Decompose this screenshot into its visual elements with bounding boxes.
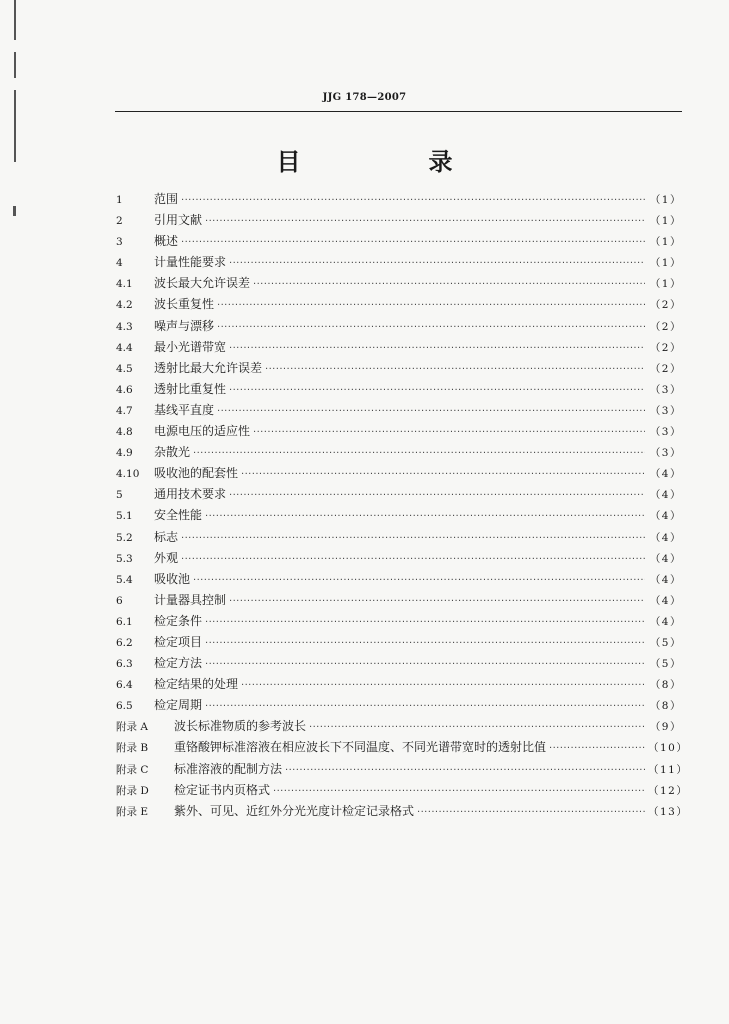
toc-page-number: （8） — [649, 679, 682, 692]
toc-section-number: 附录 E — [116, 805, 149, 818]
toc-page-number: （2） — [649, 362, 682, 375]
toc-section-number: 4.8 — [116, 426, 133, 439]
toc-page-number: （8） — [649, 700, 682, 713]
toc-section-number: 5.2 — [116, 531, 133, 544]
toc-section-number: 5 — [116, 489, 123, 502]
toc-page-number: （10） — [648, 742, 689, 755]
toc-page-number: （2） — [649, 341, 682, 354]
dot-leader — [217, 401, 645, 422]
toc-page-number: （3） — [649, 447, 682, 460]
toc-entry[interactable] — [116, 294, 682, 315]
toc-section-title: 紫外、可见、近红外分光光度计检定记录格式 — [174, 803, 415, 818]
toc-section-title: 通用技术要求 — [154, 487, 227, 502]
toc-entry[interactable] — [116, 505, 682, 526]
toc-section-title: 吸收池的配套性 — [154, 466, 239, 481]
toc-entry[interactable] — [116, 737, 689, 758]
scan-edge-mark — [13, 206, 16, 216]
toc-section-title: 安全性能 — [154, 508, 203, 523]
toc-page-number: （2） — [649, 299, 682, 312]
toc-section-title: 引用文献 — [154, 213, 203, 228]
toc-entry[interactable] — [116, 653, 682, 674]
toc-entry[interactable] — [116, 611, 682, 632]
toc-entry[interactable] — [116, 252, 682, 273]
toc-section-number: 4.2 — [116, 299, 133, 312]
toc-entry[interactable] — [116, 548, 682, 569]
toc-section-title: 概述 — [154, 234, 179, 249]
toc-section-title: 检定结果的处理 — [154, 677, 239, 692]
toc-section-number: 4 — [116, 257, 123, 270]
toc-page-number: （9） — [649, 721, 682, 734]
toc-page-number: （3） — [649, 404, 682, 417]
toc-section-number: 附录 B — [116, 742, 149, 755]
toc-section-title: 检定证书内页格式 — [174, 782, 271, 797]
toc-entry[interactable] — [116, 442, 682, 463]
toc-section-title: 检定周期 — [154, 698, 203, 713]
toc-entry[interactable] — [116, 759, 689, 780]
toc-section-title: 基线平直度 — [154, 402, 215, 417]
header-rule — [115, 111, 682, 112]
toc-section-number: 6.5 — [116, 700, 133, 713]
dot-leader — [309, 717, 645, 738]
toc-page-number: （4） — [649, 594, 682, 607]
toc-section-number: 附录 C — [116, 763, 149, 776]
toc-entry[interactable] — [116, 189, 682, 210]
toc-section-title: 检定方法 — [154, 656, 203, 671]
dot-leader — [217, 317, 645, 338]
toc-entry[interactable] — [116, 695, 682, 716]
toc-entry[interactable] — [116, 273, 682, 294]
toc-entry[interactable] — [116, 358, 682, 379]
toc-section-number: 4.5 — [116, 362, 133, 375]
toc-page-number: （5） — [649, 636, 682, 649]
toc-page-number: （1） — [649, 278, 682, 291]
toc-section-title: 检定条件 — [154, 613, 203, 628]
toc-page-number: （5） — [649, 658, 682, 671]
toc-page-number: （1） — [649, 236, 682, 249]
toc-section-number: 4.1 — [116, 278, 133, 291]
dot-leader — [181, 232, 645, 253]
dot-leader — [193, 570, 645, 591]
toc-section-title: 外观 — [154, 550, 179, 565]
toc-page-number: （4） — [649, 573, 682, 586]
toc-section-number: 附录 D — [116, 784, 149, 797]
toc-section-title: 吸收池 — [154, 571, 191, 586]
toc-section-number: 4.4 — [116, 341, 133, 354]
dot-leader — [205, 612, 645, 633]
toc-page-number: （4） — [649, 615, 682, 628]
toc-section-number: 5.1 — [116, 510, 133, 523]
toc-page-number: （1） — [649, 194, 682, 206]
toc-entry[interactable] — [116, 316, 682, 337]
toc-section-number: 4.7 — [116, 404, 133, 417]
toc-section-number: 2 — [116, 215, 123, 228]
toc-section-number: 6.4 — [116, 679, 133, 692]
toc-page-number: （4） — [649, 531, 682, 544]
dot-leader — [205, 211, 645, 232]
toc-section-title: 检定项目 — [154, 634, 203, 649]
toc-section-title: 透射比重复性 — [154, 381, 227, 396]
toc-section-title: 计量性能要求 — [154, 255, 227, 270]
toc-section-number: 4.6 — [116, 383, 133, 396]
toc-entry[interactable] — [116, 337, 682, 358]
toc-page-number: （4） — [649, 552, 682, 565]
dot-leader — [205, 654, 645, 675]
toc-page-number: （2） — [649, 320, 682, 333]
table-of-contents — [116, 189, 689, 822]
toc-entry[interactable] — [116, 590, 682, 611]
toc-entry[interactable] — [116, 632, 682, 653]
toc-entry[interactable] — [116, 400, 682, 421]
toc-entry[interactable] — [116, 379, 682, 400]
dot-leader — [417, 802, 645, 823]
dot-leader — [285, 760, 645, 781]
toc-entry[interactable] — [116, 231, 682, 252]
toc-section-number: 5.4 — [116, 573, 133, 586]
toc-section-title: 电源电压的适应性 — [154, 424, 251, 439]
dot-leader — [181, 528, 645, 549]
toc-section-number: 6.3 — [116, 658, 133, 671]
toc-section-number: 6.1 — [116, 615, 133, 628]
toc-section-title: 透射比最大允许误差 — [154, 360, 263, 375]
toc-section-title: 重铬酸钾标准溶液在相应波长下不同温度、不同光谱带宽时的透射比值 — [174, 740, 547, 755]
running-header: JJG 178—2007 — [322, 92, 407, 103]
dot-leader — [241, 464, 645, 485]
toc-entry[interactable] — [116, 780, 689, 801]
toc-page-number: （1） — [649, 257, 682, 270]
scan-edge-mark — [14, 52, 16, 78]
toc-section-number: 5.3 — [116, 552, 133, 565]
dot-leader — [181, 549, 645, 570]
dot-leader — [549, 738, 645, 759]
toc-entry[interactable] — [116, 463, 682, 484]
dot-leader — [181, 190, 645, 211]
toc-section-title: 标志 — [154, 529, 179, 544]
toc-page-number: （1） — [649, 215, 682, 228]
dot-leader — [273, 781, 645, 802]
toc-section-title: 波长最大允许误差 — [154, 276, 251, 291]
dot-leader — [205, 633, 645, 654]
dot-leader — [205, 506, 645, 527]
toc-section-title: 计量器具控制 — [154, 592, 227, 607]
toc-entry[interactable] — [116, 210, 682, 231]
toc-section-number: 1 — [116, 194, 123, 206]
dot-leader — [253, 274, 645, 295]
dot-leader — [229, 380, 645, 401]
toc-page-number: （12） — [648, 784, 689, 797]
toc-section-title: 标准溶液的配制方法 — [174, 761, 283, 776]
toc-section-number: 4.9 — [116, 447, 133, 460]
toc-page-number: （4） — [649, 510, 682, 523]
toc-entry[interactable] — [116, 484, 682, 505]
toc-page-number: （4） — [649, 489, 682, 502]
dot-leader — [205, 696, 645, 717]
dot-leader — [229, 591, 645, 612]
toc-entry[interactable] — [116, 527, 682, 548]
toc-entry[interactable] — [116, 801, 689, 822]
dot-leader — [217, 295, 645, 316]
toc-section-title: 范围 — [154, 192, 179, 206]
toc-section-number: 4.3 — [116, 320, 133, 333]
toc-section-title: 最小光谱带宽 — [154, 339, 227, 354]
scan-edge-mark — [14, 0, 16, 40]
toc-section-title: 波长标准物质的参考波长 — [174, 719, 307, 734]
toc-section-number: 3 — [116, 236, 123, 249]
dot-leader — [229, 338, 645, 359]
toc-section-number: 6.2 — [116, 636, 133, 649]
toc-entry[interactable] — [116, 716, 682, 737]
dot-leader — [265, 359, 645, 380]
dot-leader — [193, 443, 645, 464]
toc-section-number: 4.10 — [116, 468, 140, 481]
dot-leader — [229, 485, 645, 506]
toc-section-title: 杂散光 — [154, 445, 191, 460]
toc-page-number: （11） — [648, 763, 689, 776]
toc-section-number: 6 — [116, 594, 123, 607]
toc-page-number: （3） — [649, 383, 682, 396]
toc-entry[interactable] — [116, 674, 682, 695]
dot-leader — [229, 253, 645, 274]
toc-section-number: 附录 A — [116, 721, 148, 734]
toc-page-number: （3） — [649, 426, 682, 439]
toc-page-number: （4） — [649, 468, 682, 481]
toc-entry[interactable] — [116, 421, 682, 442]
page-title: 目 录 — [276, 148, 505, 176]
toc-section-title: 波长重复性 — [154, 297, 215, 312]
dot-leader — [253, 422, 645, 443]
toc-section-title: 噪声与漂移 — [154, 318, 215, 333]
dot-leader — [241, 675, 645, 696]
toc-page-number: （13） — [648, 805, 689, 818]
toc-entry[interactable] — [116, 569, 682, 590]
